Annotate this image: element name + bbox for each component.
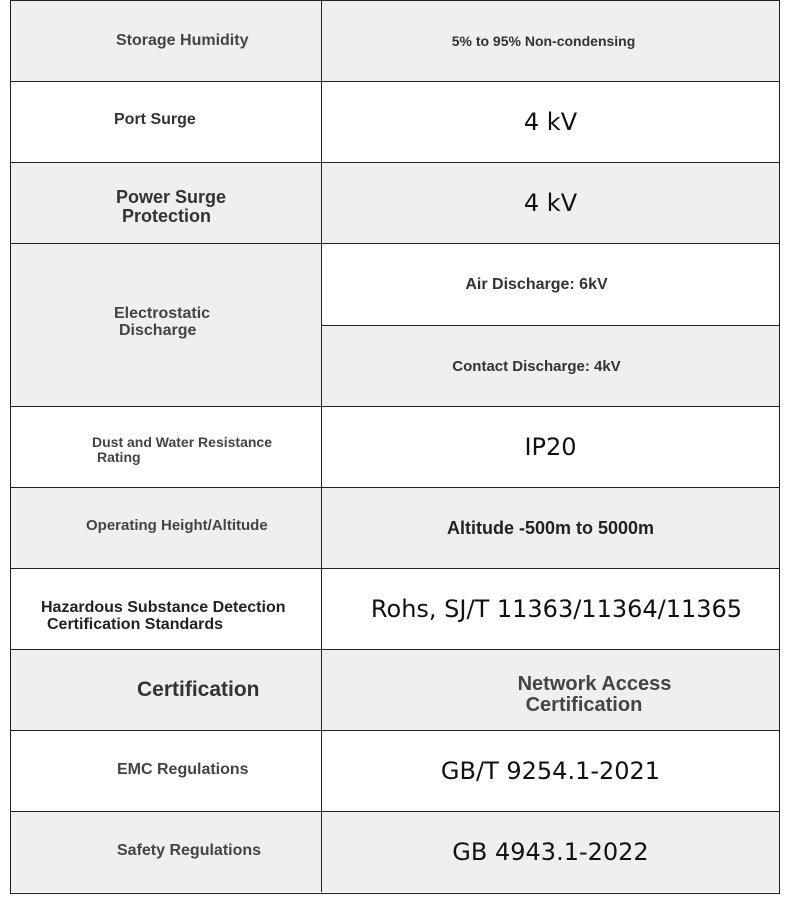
label-cell	[11, 569, 322, 649]
row-value: IP20	[524, 433, 577, 461]
value-cell	[322, 1, 779, 81]
value-cell	[322, 569, 779, 649]
label-cell	[11, 163, 322, 243]
row-value: GB 4943.1-2022	[452, 838, 649, 866]
table-row	[11, 811, 779, 892]
value-cell	[322, 407, 779, 487]
label-cell	[11, 731, 322, 811]
table-row	[11, 568, 779, 649]
value-cell	[322, 812, 779, 892]
value-cell	[322, 731, 779, 811]
row-value: Air Discharge: 6kV	[465, 275, 608, 293]
row-label-line: Hazardous Substance Detection	[41, 599, 286, 617]
row-label: EMC Regulations	[117, 760, 249, 778]
subrow-air	[322, 244, 779, 325]
spec-table	[10, 0, 780, 894]
table-row	[11, 162, 779, 243]
table-row	[11, 649, 779, 730]
row-value: Altitude -500m to 5000m	[446, 517, 655, 538]
value-cell	[322, 650, 779, 730]
table-row	[11, 243, 779, 406]
label-cell	[11, 650, 322, 730]
table-row	[11, 730, 779, 811]
row-label-line: Discharge	[119, 322, 197, 339]
subrow-contact	[322, 325, 779, 406]
row-value: GB/T 9254.1-2021	[440, 757, 661, 785]
row-label: Safety Regulations	[117, 841, 262, 859]
row-label-line: Rating	[97, 449, 141, 465]
row-label: Certification	[137, 677, 260, 701]
label-cell	[11, 1, 322, 81]
row-label-line: Certification Standards	[47, 616, 224, 633]
row-label-line: Dust and Water Resistance	[92, 434, 272, 451]
row-value-line: Network Access	[517, 673, 672, 695]
row-value: Contact Discharge: 4kV	[452, 357, 621, 375]
row-label: Operating Height/Altitude	[86, 517, 268, 535]
row-value: Rohs, SJ/T 11363/11364/11365	[370, 595, 743, 623]
value-cell	[322, 163, 779, 243]
label-cell	[11, 82, 322, 162]
label-cell	[11, 812, 322, 892]
row-value: 4 kV	[523, 189, 578, 217]
row-label-line: Protection	[122, 206, 212, 226]
row-label: Storage Humidity	[116, 31, 249, 49]
table-row	[11, 81, 779, 162]
row-label-line: Power Surge	[116, 187, 227, 208]
label-cell	[11, 407, 322, 487]
label-cell	[11, 488, 322, 568]
value-cell	[322, 82, 779, 162]
row-value: 5% to 95% Non-condensing	[451, 33, 636, 49]
table-row	[11, 406, 779, 487]
row-label-line: Electrostatic	[114, 305, 211, 323]
table-row	[11, 487, 779, 568]
row-value-line: Certification	[525, 694, 643, 716]
value-cell	[322, 488, 779, 568]
row-value: 4 kV	[523, 108, 578, 136]
row-label: Port Surge	[114, 110, 196, 128]
table-row	[11, 0, 779, 81]
label-cell	[11, 244, 322, 406]
